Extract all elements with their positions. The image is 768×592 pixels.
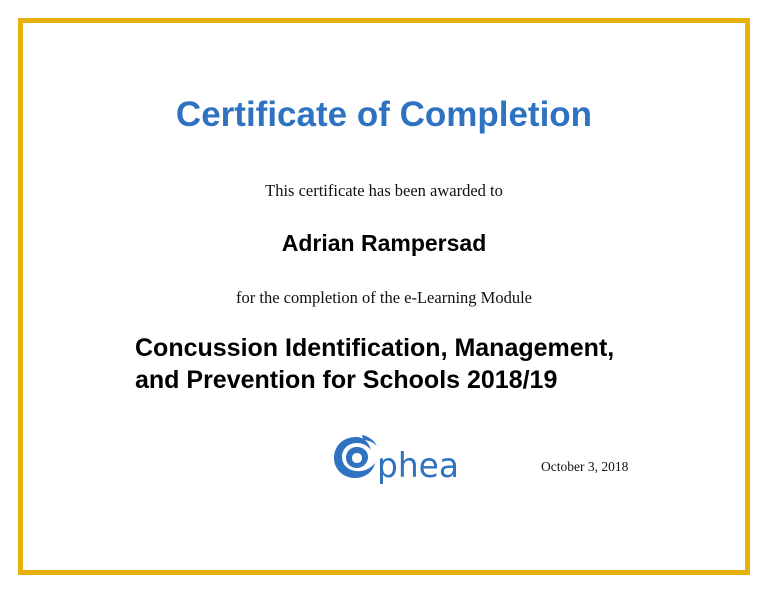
certificate-frame [18,18,750,575]
module-title [135,332,695,396]
recipient-name: Adrian Rampersad [281,230,487,256]
module-title-line-1: Concussion Identification, Management, [135,334,615,362]
ophea-logo [332,431,462,487]
ophea-swirl-icon [334,435,377,478]
completion-text: for the completion of the e-Learning Module [236,288,532,307]
ophea-wordmark: phea [377,446,459,486]
awarded-text: This certificate has been awarded to [265,181,503,200]
module-title-line-2: and Prevention for Schools 2018/19 [135,366,558,394]
ophea-logo-graphic [332,431,462,487]
certificate-title: Certificate of Completion [175,95,593,134]
completion-date: October 3, 2018 [541,459,629,474]
